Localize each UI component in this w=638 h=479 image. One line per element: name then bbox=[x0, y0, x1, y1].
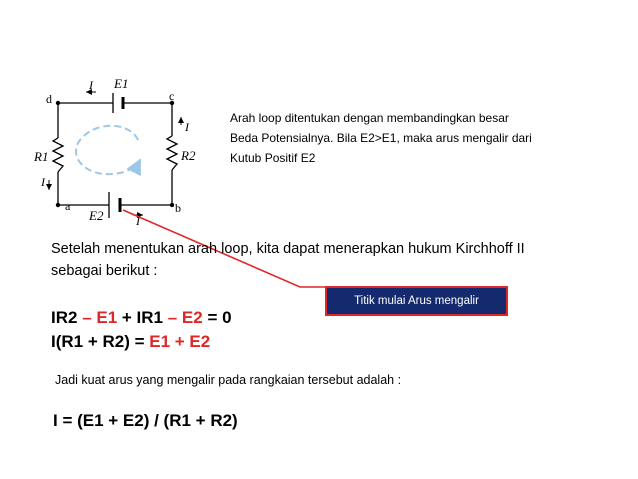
eq2-part-2: E1 + E2 bbox=[149, 332, 211, 351]
rearranged-equation bbox=[51, 332, 210, 352]
resistor-r2 bbox=[167, 136, 177, 170]
eq1-part-4: – E2 bbox=[167, 308, 203, 327]
conclusion-text: Jadi kuat arus yang mengalir pada rangkaian tersebut adalah : bbox=[55, 373, 402, 387]
resistor-r1 bbox=[53, 138, 63, 172]
label-node-c: c bbox=[169, 89, 175, 103]
intro-line-2: sebagai berikut : bbox=[51, 263, 158, 279]
eq1-part-1: IR2 bbox=[51, 308, 83, 327]
final-equation: I = (E1 + E2) / (R1 + R2) bbox=[53, 411, 238, 430]
kirchhoff-equation bbox=[51, 308, 232, 328]
battery-e2 bbox=[109, 192, 120, 218]
label-current-left: I bbox=[41, 175, 45, 189]
eq1-part-2: – E1 bbox=[82, 308, 118, 327]
label-current-top: I bbox=[89, 78, 93, 92]
eq2-part-1: I(R1 + R2) = bbox=[51, 332, 150, 351]
label-e2: E2 bbox=[89, 208, 104, 223]
label-node-a: a bbox=[65, 199, 71, 213]
note-line-2: Beda Potensialnya. Bila E2>E1, maka arus mengalir dari bbox=[230, 131, 532, 145]
label-node-d: d bbox=[46, 92, 52, 106]
label-r2: R2 bbox=[181, 148, 196, 163]
label-current-bottom: I bbox=[136, 214, 140, 228]
label-current-right: I bbox=[185, 120, 189, 134]
battery-e1 bbox=[113, 93, 123, 113]
label-e1: E1 bbox=[114, 76, 129, 91]
note-line-3: Kutub Positif E2 bbox=[230, 151, 316, 165]
loop-direction-note bbox=[230, 108, 610, 168]
kirchhoff-intro bbox=[51, 238, 611, 282]
intro-line-1: Setelah menentukan arah loop, kita dapat menerapkan hukum Kirchhoff II bbox=[51, 241, 525, 257]
eq1-part-3: + IR1 bbox=[117, 308, 168, 327]
start-point-callout bbox=[325, 286, 508, 316]
circuit-nodes bbox=[56, 101, 174, 207]
label-node-b: b bbox=[175, 201, 181, 215]
circuit-wires bbox=[58, 103, 172, 205]
eq1-part-5: = 0 bbox=[202, 308, 232, 327]
note-line-1: Arah loop ditentukan dengan membandingkan besar bbox=[230, 111, 509, 125]
label-r1: R1 bbox=[34, 149, 49, 164]
loop-direction-arrow bbox=[76, 126, 140, 174]
callout-text: Titik mulai Arus mengalir bbox=[354, 295, 479, 307]
